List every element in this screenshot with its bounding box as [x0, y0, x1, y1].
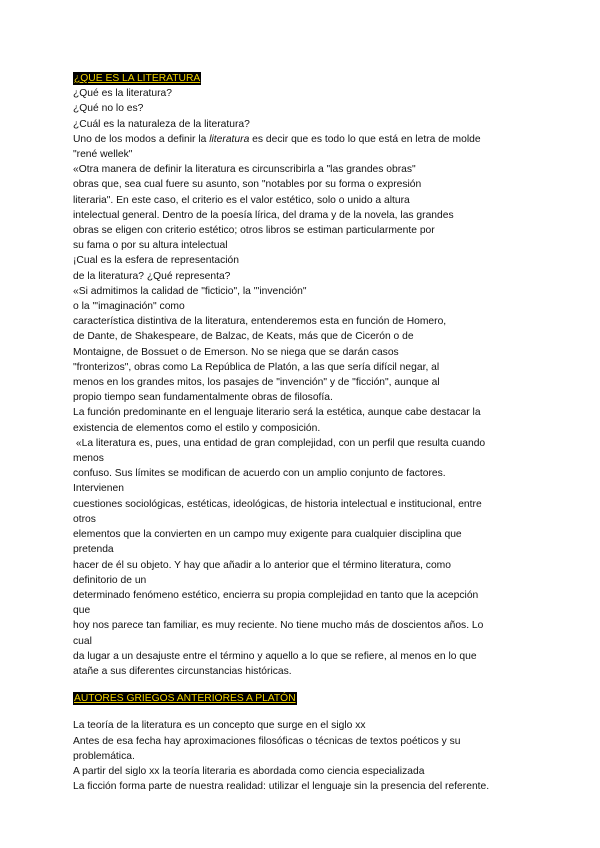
quote-line: obras se eligen con criterio estético; otros libros se estiman particularmente por — [73, 225, 435, 237]
paragraph-line: Antes de esa fecha hay aproximaciones filosóficas o técnicas de textos poéticos y su — [73, 735, 461, 747]
section-heading-literatura — [73, 71, 533, 86]
quote-line: menos en los grandes mitos, los pasajes de "invención" y de "ficción", aunque al — [73, 377, 440, 389]
question-line: ¡Cual es la esfera de representación — [73, 255, 239, 267]
quote-line: pretenda — [73, 544, 114, 556]
quote-grandes-obras — [73, 162, 533, 253]
quote-line: cual — [73, 635, 92, 647]
quote-line: «Otra manera de definir la literatura es circunscribirla a "las grandes obras" — [73, 164, 416, 176]
representation-question — [73, 253, 533, 283]
section-spacer — [73, 706, 533, 718]
paragraph-line: existencia de elementos como el estilo y composición. — [73, 422, 321, 434]
quote-line: atañe a sus diferentes circunstancias históricas. — [73, 665, 292, 677]
quote-line: da lugar a un desajuste entre el término y aquello a lo que se refiere, al menos en lo que — [73, 650, 477, 662]
question-line: ¿Qué no lo es? — [73, 103, 144, 115]
paragraph-line: La ficción forma parte de nuestra realidad: utilizar el lenguaje sin la presencia del referente. — [73, 781, 490, 793]
quote-line: elementos que la convierten en un campo muy exigente para cualquier disciplina que — [73, 529, 462, 541]
quote-line: «La literatura es, pues, una entidad de gran complejidad, con un perfil que resulta cuando — [73, 437, 486, 449]
quote-line: Intervienen — [73, 483, 124, 495]
highlighted-heading: AUTORES GRIEGOS ANTERIORES A PLATÓN — [74, 693, 296, 705]
question-line: ¿Qué es la literatura? — [73, 88, 173, 100]
teoria-literatura-notes — [73, 718, 533, 794]
quote-line: propio tiempo sean fundamentalmente obras de filosofía. — [73, 392, 333, 404]
text-run: Uno de los modos a definir la — [73, 133, 210, 145]
quote-line: intelectual general. Dentro de la poesía lírica, del drama y de la novela, las grandes — [73, 209, 454, 221]
paragraph-line: La función predominante en el lenguaje literario será la estética, aunque cabe destacar la — [73, 407, 481, 419]
paragraph-line: A partir del siglo xx la teoría literaria es abordada como ciencia especializada — [73, 765, 425, 777]
quote-line: otros — [73, 513, 96, 525]
quote-complejidad — [73, 436, 533, 679]
quote-line: que — [73, 605, 91, 617]
quote-line: determinado fenómeno estético, encierra su propia complejidad en tanto que la acepción — [73, 589, 479, 601]
document-body — [73, 71, 533, 794]
question-line: ¿Cuál es la naturaleza de la literatura? — [73, 118, 250, 130]
quote-line: definitorio de un — [73, 574, 147, 586]
quote-line: cuestiones sociológicas, estéticas, ideológicas, de historia intelectual e institucional, entre — [73, 498, 482, 510]
paragraph-line: "rené wellek" — [73, 149, 133, 161]
quote-line: menos — [73, 453, 104, 465]
italic-term: literatura — [209, 133, 250, 145]
quote-line: de Dante, de Shakespeare, de Balzac, de Keats, más que de Cicerón o de — [73, 331, 414, 343]
quote-line: «Si admitimos la calidad de "ficticio", la "'invención" — [73, 285, 307, 297]
section-spacer — [73, 679, 533, 691]
question-line: de la literatura? ¿Qué representa? — [73, 270, 231, 282]
quote-ficticio — [73, 284, 533, 406]
intro-questions — [73, 86, 533, 132]
paragraph-line — [73, 132, 533, 147]
quote-line: obras que, sea cual fuere su asunto, son "notables por su forma o expresión — [73, 179, 422, 191]
quote-line: o la "'imaginación" como — [73, 301, 185, 313]
quote-line: su fama o por su altura intelectual — [73, 240, 228, 252]
highlighted-heading: ¿QUE ES LA LITERATURA — [74, 73, 201, 84]
paragraph-line: problemática. — [73, 750, 135, 762]
quote-line: hacer de él su objeto. Y hay que añadir a lo anterior que el término literatura, como — [73, 559, 451, 571]
quote-line: confuso. Sus límites se modifican de acuerdo con un amplio conjunto de factores. — [73, 468, 446, 480]
text-run: es decir que es todo lo que está en letra de molde — [249, 133, 481, 145]
quote-line: "fronterizos", obras como La República de Platón, a las que sería difícil negar, al — [73, 361, 440, 373]
quote-line: Montaigne, de Bossuet o de Emerson. No se niega que se darán casos — [73, 346, 399, 358]
quote-line: característica distintiva de la literatura, entenderemos esta en función de Homero, — [73, 316, 447, 328]
paragraph-line: La teoría de la literatura es un concepto que surge en el siglo xx — [73, 720, 366, 732]
wellek-definition — [73, 132, 533, 162]
aesthetic-function-paragraph — [73, 405, 533, 435]
quote-line: literaria". En este caso, el criterio es el valor estético, solo o unido a altura — [73, 194, 410, 206]
quote-line: hoy nos parece tan familiar, es muy reciente. No tiene mucho más de doscientos años. Lo — [73, 620, 484, 632]
section-heading-autores-griegos — [73, 691, 533, 706]
